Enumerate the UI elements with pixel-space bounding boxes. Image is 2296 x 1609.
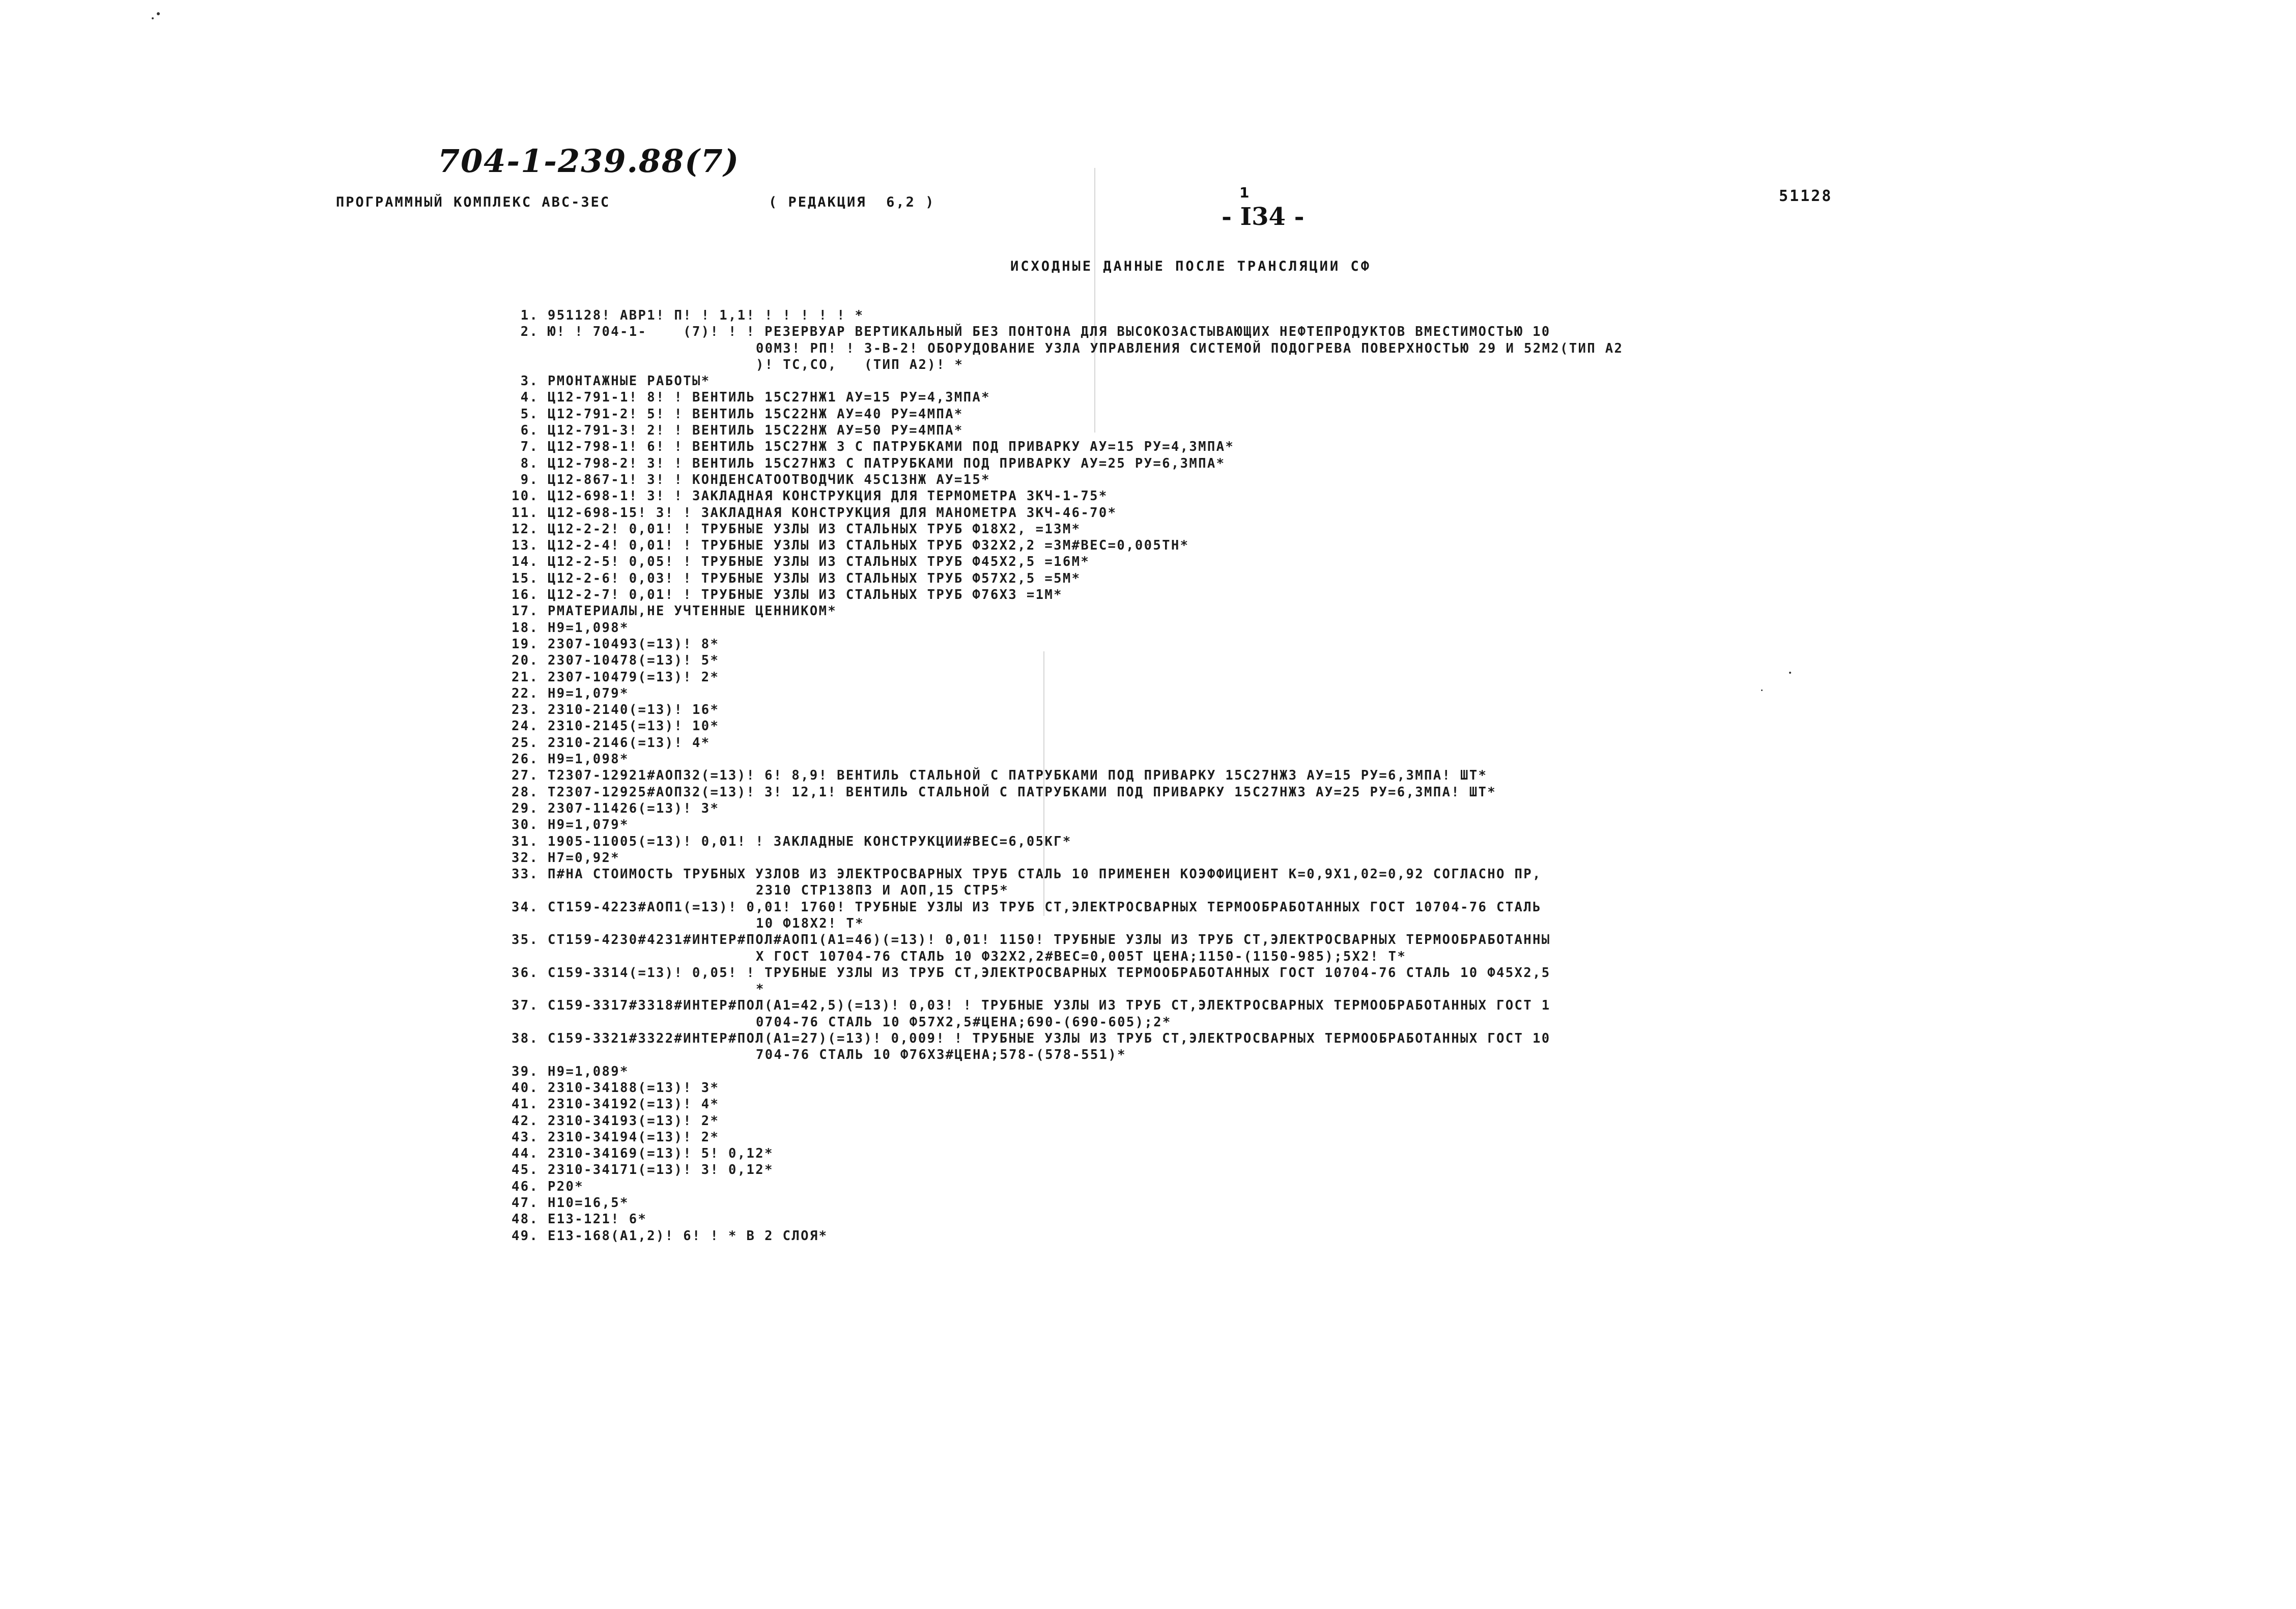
listing-continuation-line: 10 Ф18Х2! Т*	[756, 915, 865, 931]
listing-line: 3. РМОНТАЖНЫЕ РАБОТЫ*	[512, 373, 711, 389]
section-title: ИСХОДНЫЕ ДАННЫЕ ПОСЛЕ ТРАНСЛЯЦИИ СФ	[1010, 258, 1371, 274]
listing-line: 49. Е13-168(А1,2)! 6! ! * В 2 СЛОЯ*	[512, 1228, 828, 1244]
listing-line: 11. Ц12-698-15! 3! ! ЗАКЛАДНАЯ КОНСТРУКЦИЯ ДЛЯ МАНОМЕТРА ЗКЧ-46-70*	[512, 505, 1117, 521]
listing-line: 26. Н9=1,098*	[512, 752, 629, 767]
listing-line: 21. 2307-10479(=13)! 2*	[512, 669, 720, 685]
listing-line: 33. П#НА СТОИМОСТЬ ТРУБНЫХ УЗЛОВ ИЗ ЭЛЕКТРОСВАРНЫХ ТРУБ СТАЛЬ 10 ПРИМЕНЕН КОЭФФИЦИЕНТ К=0,9Х1,02=0,92 СОГЛАСНО ПР,	[512, 867, 1542, 882]
listing-line: 34. СТ159-4223#АОП1(=13)! 0,01! 1760! ТРУБНЫЕ УЗЛЫ ИЗ ТРУБ СТ,ЭЛЕКТРОСВАРНЫХ ТЕРМООБРАБОТАННЫХ ГОСТ 10704-76 СТАЛЬ	[512, 899, 1542, 915]
document-number: 51128	[1779, 187, 1833, 205]
listing-line: 18. Н9=1,098*	[512, 620, 629, 636]
listing-line: 17. РМАТЕРИАЛЫ,НЕ УЧТЕННЫЕ ЦЕННИКОМ*	[512, 604, 837, 619]
listing-line: 25. 2310-2146(=13)! 4*	[512, 735, 711, 751]
listing-line: 27. Т2307-12921#АОП32(=13)! 6! 8,9! ВЕНТИЛЬ СТАЛЬНОЙ С ПАТРУБКАМИ ПОД ПРИВАРКУ 15С27НЖЗ АУ=15 РУ=6,ЗМПА! ШТ*	[512, 768, 1488, 784]
listing-line: 39. Н9=1,089*	[512, 1064, 629, 1079]
listing-line: 30. Н9=1,079*	[512, 817, 629, 833]
edition-label: ( РЕДАКЦИЯ 6,2 )	[769, 194, 936, 210]
listing-continuation-line: 704-76 СТАЛЬ 10 Ф76Х3#ЦЕНА;578-(578-551)*	[756, 1047, 1126, 1063]
listing-line: 7. Ц12-798-1! 6! ! ВЕНТИЛЬ 15С27НЖ З С ПАТРУБКАМИ ПОД ПРИВАРКУ АУ=15 РУ=4,ЗМПА*	[512, 439, 1235, 455]
listing-line: 2. Ю! ! 704-1- (7)! ! ! РЕЗЕРВУАР ВЕРТИКАЛЬНЫЙ БЕЗ ПОНТОНА ДЛЯ ВЫСОКОЗАСТЫВАЮЩИХ НЕФТЕПРОДУКТОВ ВМЕСТИМОСТЬЮ 10	[512, 324, 1551, 340]
listing-line: 42. 2310-34193(=13)! 2*	[512, 1113, 720, 1129]
listing-line: 5. Ц12-791-2! 5! ! ВЕНТИЛЬ 15С22НЖ АУ=40 РУ=4МПА*	[512, 406, 963, 422]
listing-line: 37. С159-3317#3318#ИНТЕР#ПОЛ(А1=42,5)(=13)! 0,03! ! ТРУБНЫЕ УЗЛЫ ИЗ ТРУБ СТ,ЭЛЕКТРОСВАРНЫХ ТЕРМООБРАБОТАННЫХ ГОСТ 1	[512, 998, 1551, 1014]
listing-line: 43. 2310-34194(=13)! 2*	[512, 1129, 720, 1145]
listing-line: 20. 2307-10478(=13)! 5*	[512, 653, 720, 669]
listing-line: 35. СТ159-4230#4231#ИНТЕР#ПОЛ#АОП1(А1=46)(=13)! 0,01! 1150! ТРУБНЫЕ УЗЛЫ ИЗ ТРУБ СТ,ЭЛЕКТРОСВАРНЫХ ТЕРМООБРАБОТАННЫ	[512, 932, 1551, 948]
listing-continuation-line: *	[756, 982, 765, 997]
listing-line: 8. Ц12-798-2! 3! ! ВЕНТИЛЬ 15С27НЖЗ С ПАТРУБКАМИ ПОД ПРИВАРКУ АУ=25 РУ=6,ЗМПА*	[512, 455, 1226, 471]
listing-line: 38. С159-3321#3322#ИНТЕР#ПОЛ(А1=27)(=13)! 0,009! ! ТРУБНЫЕ УЗЛЫ ИЗ ТРУБ СТ,ЭЛЕКТРОСВАРНЫХ ТЕРМООБРАБОТАННЫХ ГОСТ 10	[512, 1031, 1551, 1047]
listing-line: 24. 2310-2145(=13)! 10*	[512, 719, 720, 734]
listing-continuation-line: Х ГОСТ 10704-76 СТАЛЬ 10 Ф32Х2,2#ВЕС=0,005Т ЦЕНА;1150-(1150-985);5Х2! Т*	[756, 949, 1407, 964]
listing-line: 36. С159-3314(=13)! 0,05! ! ТРУБНЫЕ УЗЛЫ ИЗ ТРУБ СТ,ЭЛЕКТРОСВАРНЫХ ТЕРМООБРАБОТАННЫХ ГОСТ 10704-76 СТАЛЬ 10 Ф45Х2,5	[512, 965, 1551, 981]
listing-line: 23. 2310-2140(=13)! 16*	[512, 702, 720, 718]
listing-line: 19. 2307-10493(=13)! 8*	[512, 636, 720, 652]
listing-line: 15. Ц12-2-6! 0,03! ! ТРУБНЫЕ УЗЛЫ ИЗ СТАЛЬНЫХ ТРУБ Ф57Х2,5 =5М*	[512, 570, 1081, 586]
scan-speck	[157, 12, 160, 15]
listing-line: 14. Ц12-2-5! 0,05! ! ТРУБНЫЕ УЗЛЫ ИЗ СТАЛЬНЫХ ТРУБ Ф45Х2,5 =16М*	[512, 554, 1090, 570]
page-number: - I34 -	[1222, 203, 1305, 231]
listing-line: 31. 1905-11005(=13)! 0,01! ! ЗАКЛАДНЫЕ КОНСТРУКЦИИ#ВЕС=6,05КГ*	[512, 834, 1072, 849]
listing-line: 22. Н9=1,079*	[512, 685, 629, 701]
program-label: ПРОГРАММНЫЙ КОМПЛЕКС АВС-ЗЕС	[336, 194, 611, 210]
scan-speck	[152, 17, 154, 19]
listing-line: 16. Ц12-2-7! 0,01! ! ТРУБНЫЕ УЗЛЫ ИЗ СТАЛЬНЫХ ТРУБ Ф76Х3 =1М*	[512, 587, 1063, 603]
listing-line: 9. Ц12-867-1! 3! ! КОНДЕНСАТООТВОДЧИК 45С13НЖ АУ=15*	[512, 472, 990, 487]
listing-line: 28. Т2307-12925#АОП32(=13)! 3! 12,1! ВЕНТИЛЬ СТАЛЬНОЙ С ПАТРУБКАМИ ПОД ПРИВАРКУ 15С27НЖЗ АУ=25 РУ=6,ЗМПА! ШТ*	[512, 784, 1496, 800]
listing-continuation-line: 2310 СТР138ПЗ И АОП,15 СТР5*	[756, 883, 1009, 899]
listing-line: 44. 2310-34169(=13)! 5! 0,12*	[512, 1146, 774, 1162]
listing-line: 6. Ц12-791-3! 2! ! ВЕНТИЛЬ 15С22НЖ АУ=50 РУ=4МПА*	[512, 423, 963, 439]
listing-continuation-line: 00МЗ! РП! ! З-В-2! ОБОРУДОВАНИЕ УЗЛА УПРАВЛЕНИЯ СИСТЕМОЙ ПОДОГРЕВА ПОВЕРХНОСТЬЮ 29 И 52М2(ТИП А2	[756, 340, 1624, 356]
listing-line: 46. Р20*	[512, 1179, 584, 1194]
listing-line: 41. 2310-34192(=13)! 4*	[512, 1097, 720, 1112]
listing-line: 29. 2307-11426(=13)! 3*	[512, 800, 720, 816]
listing-line: 45. 2310-34171(=13)! 3! 0,12*	[512, 1162, 774, 1178]
listing-line: 40. 2310-34188(=13)! 3*	[512, 1080, 720, 1096]
listing-line: 1. 951128! АВР1! П! ! 1,1! ! ! ! ! ! *	[512, 308, 864, 323]
listing-line: 12. Ц12-2-2! 0,01! ! ТРУБНЫЕ УЗЛЫ ИЗ СТАЛЬНЫХ ТРУБ Ф18Х2, =13М*	[512, 521, 1081, 537]
listing-line: 10. Ц12-698-1! 3! ! ЗАКЛАДНАЯ КОНСТРУКЦИЯ ДЛЯ ТЕРМОМЕТРА ЗКЧ-1-75*	[512, 489, 1108, 504]
handwritten-document-code: 704-1-239.88(7)	[438, 142, 740, 180]
listing-continuation-line: 0704-76 СТАЛЬ 10 Ф57Х2,5#ЦЕНА;690-(690-605);2*	[756, 1014, 1172, 1030]
translated-source-listing	[512, 307, 2089, 1244]
listing-continuation-line: )! ТС,СО, (ТИП А2)! *	[756, 357, 964, 372]
listing-line: 4. Ц12-791-1! 8! ! ВЕНТИЛЬ 15С27НЖ1 АУ=15 РУ=4,ЗМПА*	[512, 390, 990, 406]
listing-line: 48. Е13-121! 6*	[512, 1212, 647, 1227]
listing-line: 13. Ц12-2-4! 0,01! ! ТРУБНЫЕ УЗЛЫ ИЗ СТАЛЬНЫХ ТРУБ Ф32Х2,2 =ЗМ#ВЕС=0,005ТН*	[512, 538, 1189, 554]
listing-line: 32. Н7=0,92*	[512, 850, 620, 866]
page-tick: 1	[1239, 184, 1250, 201]
listing-line: 47. Н10=16,5*	[512, 1195, 629, 1211]
